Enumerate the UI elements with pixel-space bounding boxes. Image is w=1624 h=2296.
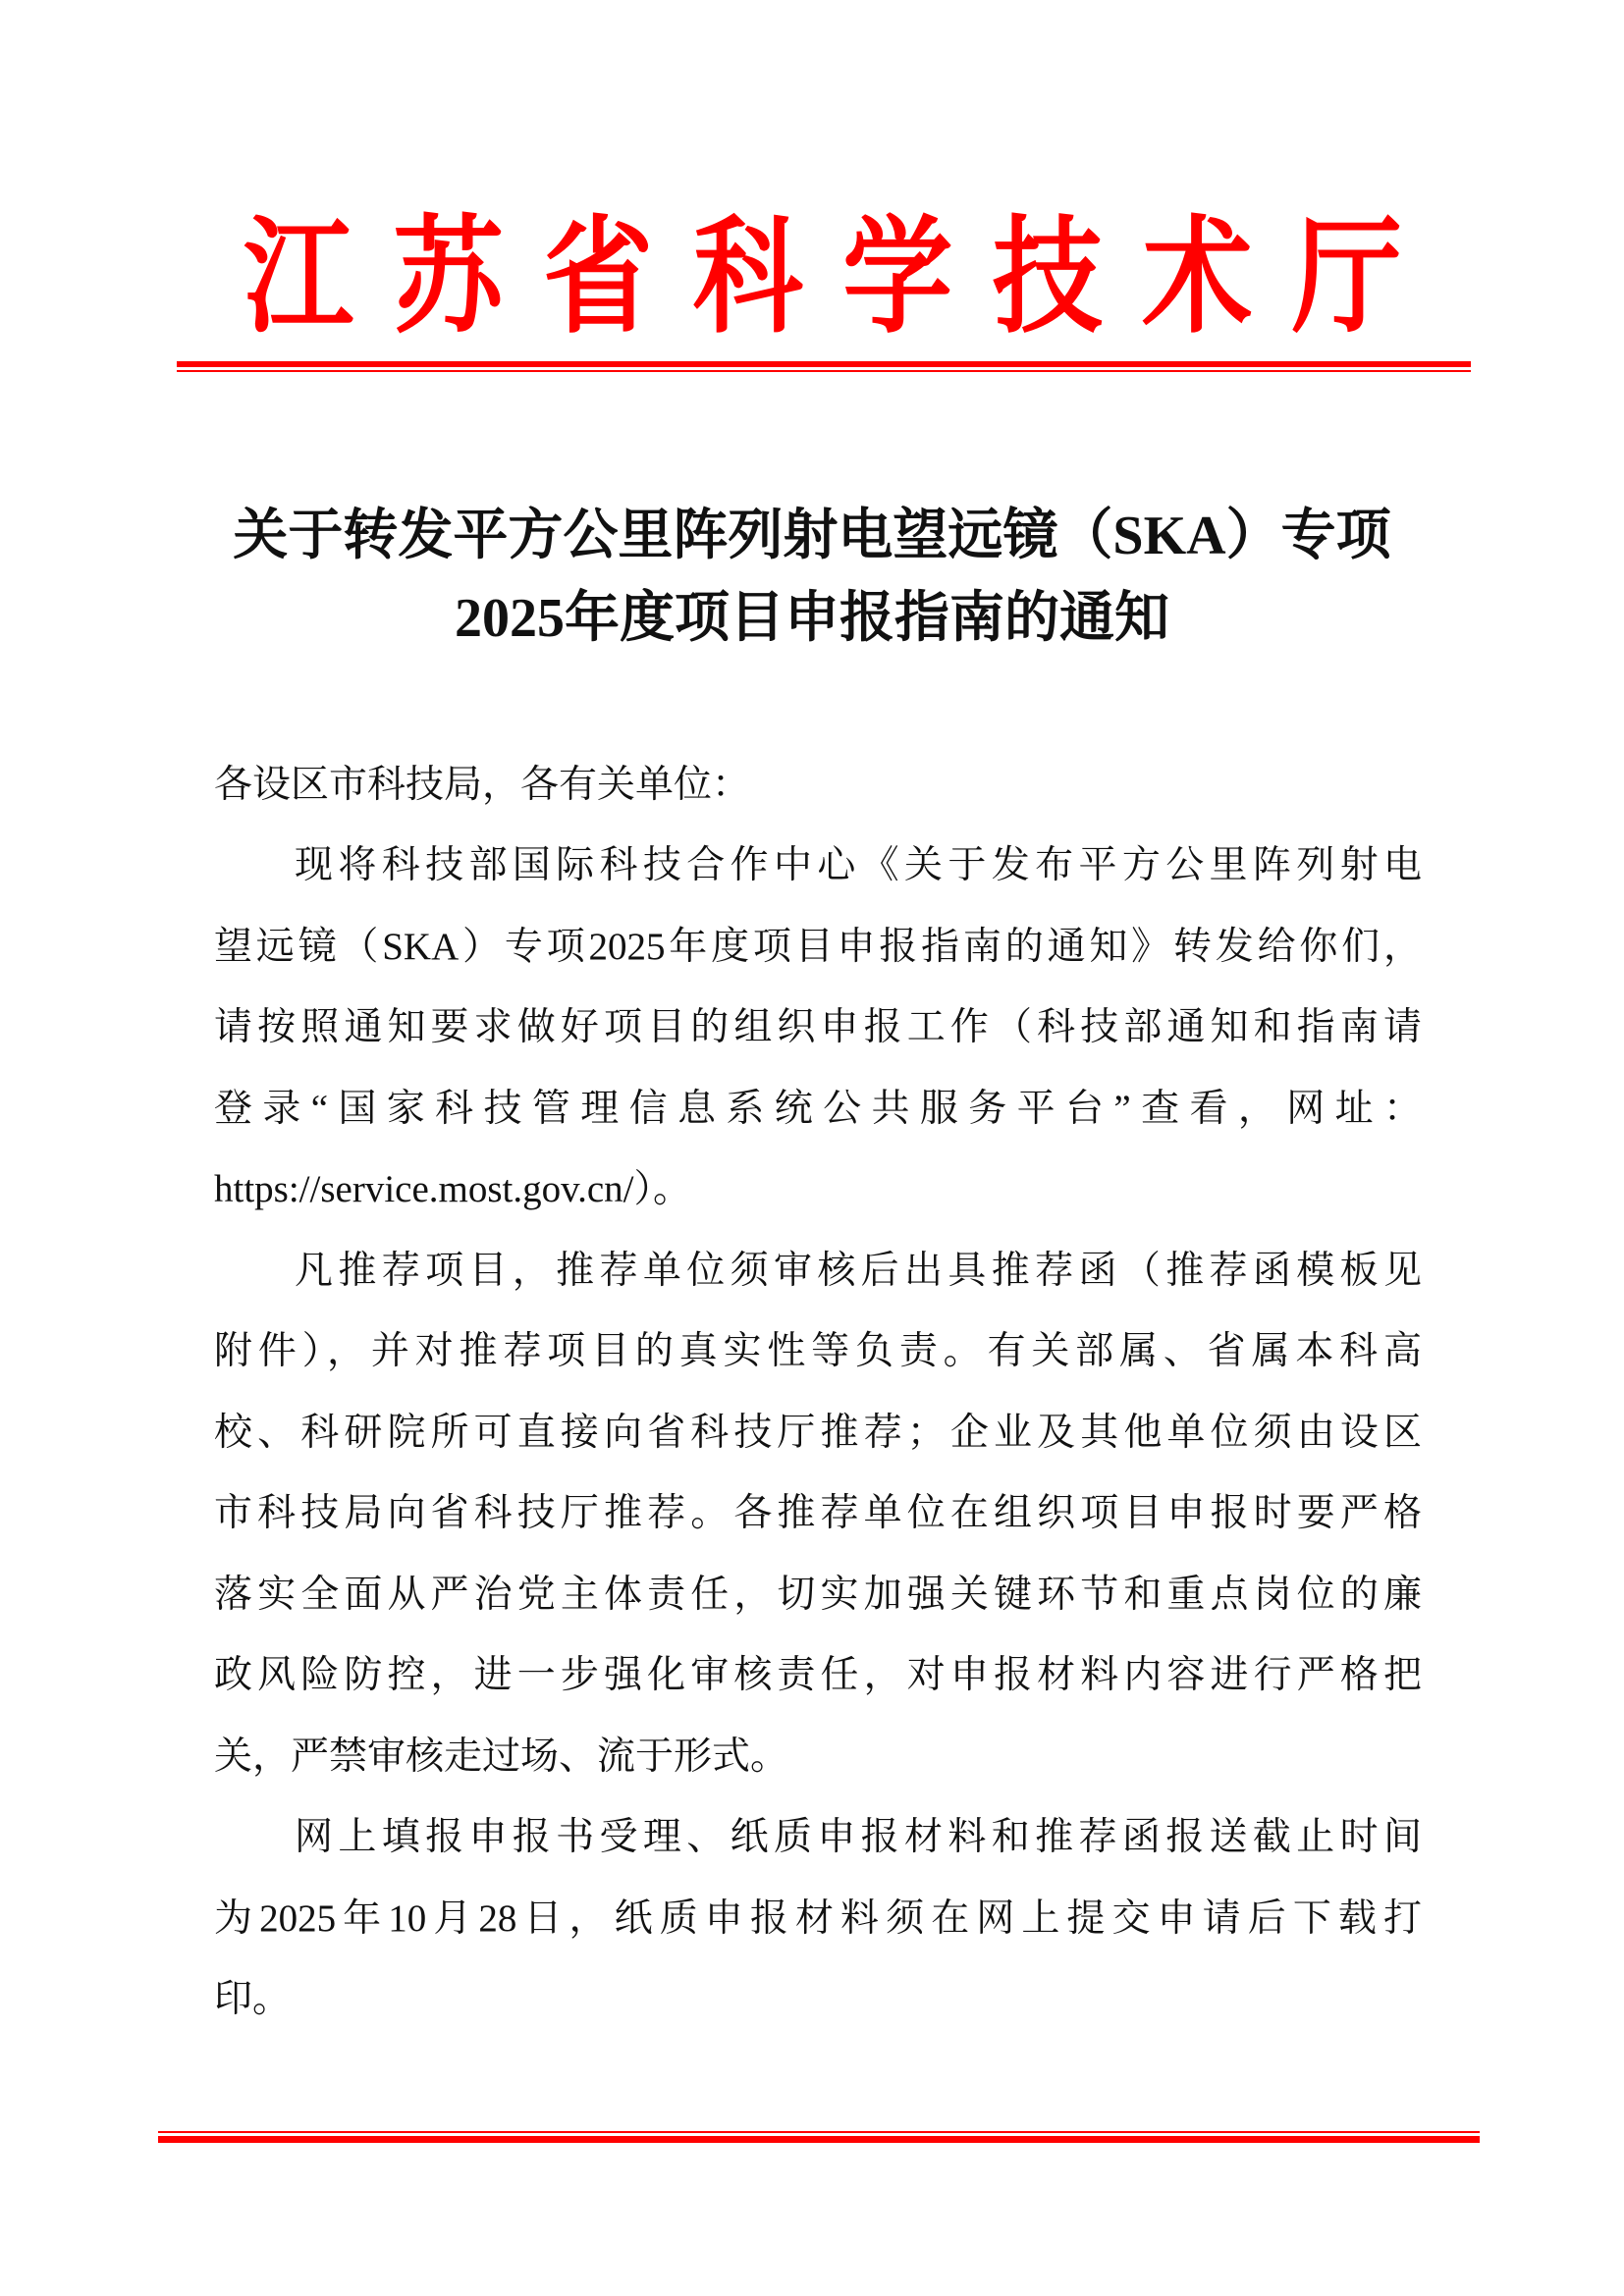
body-line: 关，严禁审核走过场、流于形式。: [214, 1735, 789, 1778]
body-line: 望远镜（SKA）专项2025年度项目申报指南的通知》转发给你们，: [214, 926, 1422, 968]
body-line: 附件），并对推荐项目的真实性等负责。有关部属、省属本科高: [214, 1330, 1422, 1372]
header-char: 省: [543, 208, 654, 349]
footer-divider-thick: [158, 2136, 1480, 2143]
issuing-authority-header: [244, 208, 1402, 349]
body-line: 印。: [214, 1978, 292, 2020]
body-line: 网上填报申报书受理、纸质申报材料和推荐函报送截止时间: [295, 1816, 1422, 1858]
header-divider-thin: [177, 370, 1471, 372]
header-divider-thick: [177, 361, 1471, 367]
body-line-url: https://service.most.gov.cn/）。: [214, 1168, 691, 1210]
body-line: 政风险防控，进一步强化审核责任，对申报材料内容进行严格把: [214, 1654, 1422, 1696]
body-line: 请按照通知要求做好项目的组织申报工作（科技部通知和指南请: [214, 1006, 1422, 1048]
footer-divider-thin: [158, 2131, 1480, 2133]
header-char: 技: [992, 208, 1103, 349]
body-line: 为2025年10月28日，纸质申报材料须在网上提交申请后下载打: [214, 1897, 1422, 1940]
body-line: 校、科研院所可直接向省科技厅推荐；企业及其他单位须由设区: [214, 1412, 1422, 1454]
body-line: 落实全面从严治党主体责任，切实加强关键环节和重点岗位的廉: [214, 1574, 1422, 1616]
header-char: 江: [244, 208, 353, 349]
body-line: 登录“国家科技管理信息系统公共服务平台”查看，网址：: [214, 1088, 1422, 1130]
header-char: 厅: [1291, 208, 1402, 349]
document-title-line-1: 关于转发平方公里阵列射电望远镜（SKA）专项: [233, 506, 1391, 566]
body-line: 凡推荐项目，推荐单位须审核后出具推荐函（推荐函模板见: [295, 1250, 1422, 1292]
body-line: 市科技局向省科技厅推荐。各推荐单位在组织项目申报时要严格: [214, 1492, 1422, 1534]
header-char: 术: [1142, 208, 1253, 349]
body-line: 现将科技部国际科技合作中心《关于发布平方公里阵列射电: [295, 844, 1422, 886]
salutation: 各设区市科技局，各有关单位：: [214, 764, 751, 806]
header-char: 科: [692, 208, 803, 349]
header-char: 苏: [393, 208, 504, 349]
document-title-line-2: 2025年度项目申报指南的通知: [455, 588, 1169, 649]
header-char: 学: [842, 208, 953, 349]
